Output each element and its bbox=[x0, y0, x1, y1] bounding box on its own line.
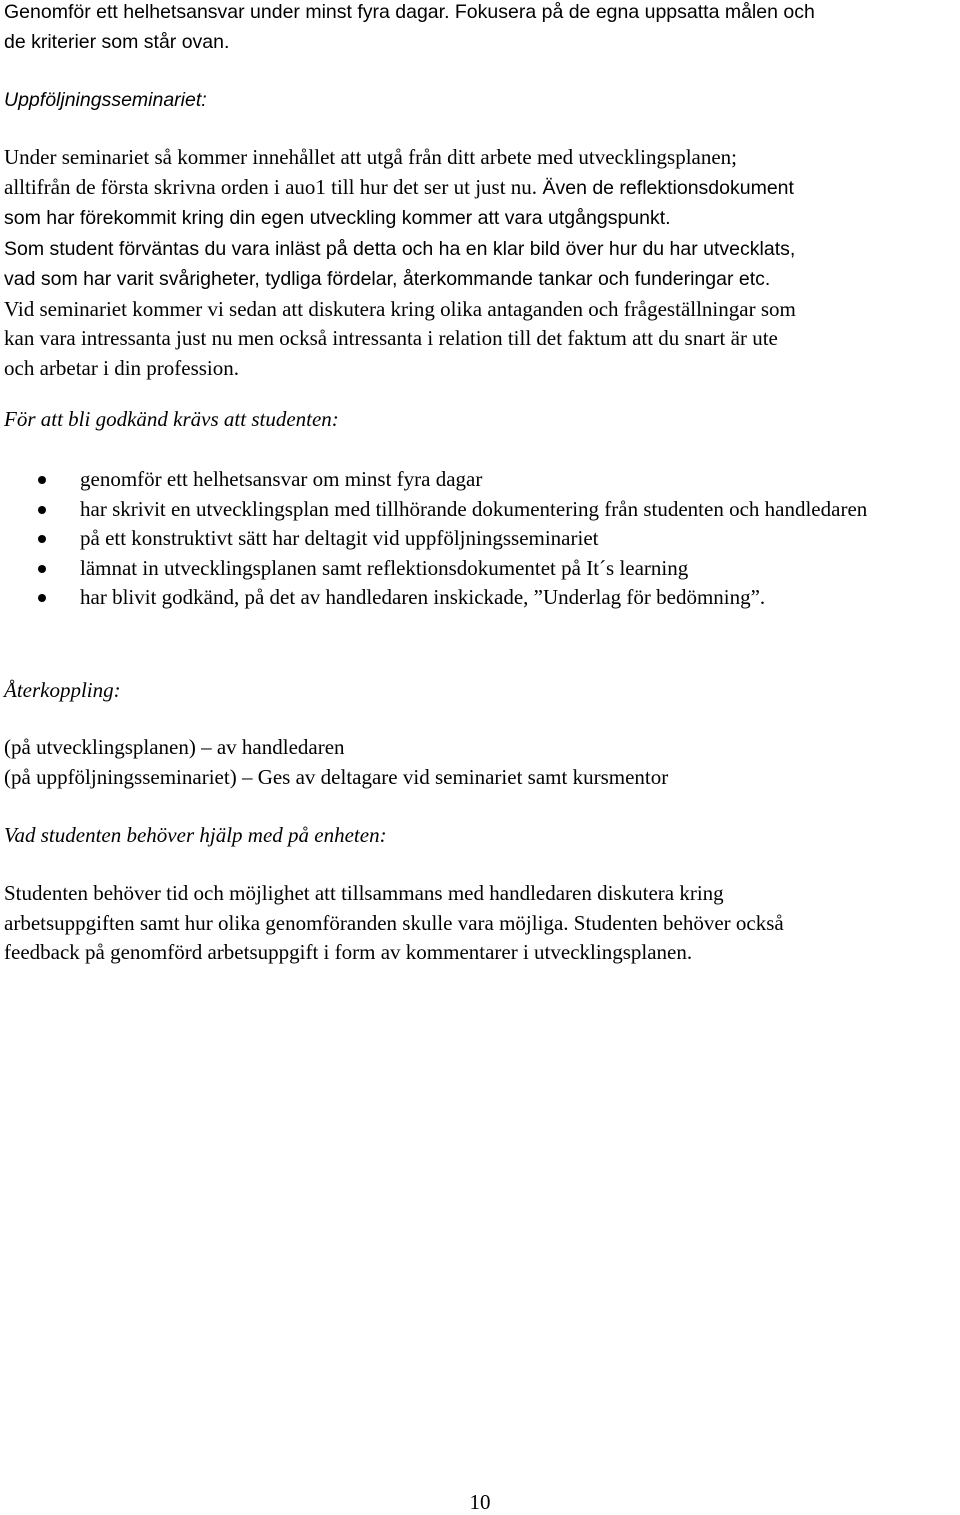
list-item-text: på ett konstruktivt sätt har deltagit vid uppföljningsseminariet bbox=[80, 526, 599, 550]
help-heading: Vad studenten behöver hjälp med på enheten: bbox=[4, 823, 387, 847]
bullet-icon bbox=[38, 506, 46, 514]
intro-line-2: de kriterier som står ovan. bbox=[4, 30, 230, 53]
approval-heading: För att bli godkänd krävs att studenten: bbox=[4, 407, 339, 431]
seminar-paragraph bbox=[4, 143, 960, 383]
seminar-line-6: Vid seminariet kommer vi sedan att diskutera kring olika antaganden och frågeställningar som bbox=[4, 296, 796, 321]
feedback-line-2: (på uppföljningsseminariet) – Ges av deltagare vid seminariet samt kursmentor bbox=[4, 764, 669, 789]
help-paragraph bbox=[4, 879, 960, 968]
intro-line-1: Genomför ett helhetsansvar under minst fyra dagar. Fokusera på de egna uppsatta målen och bbox=[4, 1, 815, 23]
page-number: 10 bbox=[469, 1490, 491, 1514]
help-line-2: arbetsuppgiften samt hur olika genomföranden skulle vara möjliga. Studenten behöver också bbox=[4, 910, 784, 935]
list-item bbox=[4, 465, 960, 495]
feedback-heading: Återkoppling: bbox=[4, 678, 121, 702]
bullet-icon bbox=[38, 594, 46, 602]
feedback-paragraph bbox=[4, 733, 668, 792]
bullet-icon bbox=[38, 535, 46, 543]
bullet-icon bbox=[38, 565, 46, 573]
seminar-line-7: kan vara intressanta just nu men också intressanta i relation till det faktum att du snart är ute bbox=[4, 326, 778, 350]
seminar-line-3: som har förekommit kring din egen utveckling kommer att vara utgångspunkt. bbox=[4, 207, 671, 229]
seminar-line-2: alltifrån de första skrivna orden i auo1 till hur det ser ut just nu. bbox=[4, 174, 538, 199]
list-item bbox=[4, 583, 960, 613]
approval-list bbox=[4, 465, 960, 613]
feedback-line-1: (på utvecklingsplanen) – av handledaren bbox=[4, 735, 345, 759]
help-line-3: feedback på genomförd arbetsuppgift i form av kommentarer i utvecklingsplanen. bbox=[4, 940, 693, 964]
list-item bbox=[4, 554, 960, 584]
bullet-icon bbox=[38, 476, 46, 484]
list-item-text: lämnat in utvecklingsplanen samt reflektionsdokumentet på It´s learning bbox=[80, 555, 689, 580]
seminar-line-2-sans: Även de reflektionsdokument bbox=[537, 176, 794, 199]
seminar-line-4: Som student förväntas du vara inläst på detta och ha en klar bild över hur du har utvecklats, bbox=[4, 237, 796, 260]
list-item bbox=[4, 495, 960, 525]
list-item-text: genomför ett helhetsansvar om minst fyra dagar bbox=[80, 467, 483, 491]
seminar-line-8: och arbetar i din profession. bbox=[4, 355, 240, 380]
seminar-line-5: vad som har varit svårigheter, tydliga fördelar, återkommande tankar och funderingar etc. bbox=[4, 268, 771, 290]
list-item-text: har blivit godkänd, på det av handledaren inskickade, ”Underlag för bedömning”. bbox=[80, 585, 766, 609]
list-item bbox=[4, 524, 960, 554]
list-item-text: har skrivit en utvecklingsplan med tillhörande dokumentering från studenten och handledaren bbox=[80, 496, 868, 521]
seminar-line-1: Under seminariet så kommer innehållet att utgå från ditt arbete med utvecklingsplanen; bbox=[4, 145, 738, 169]
intro-paragraph bbox=[4, 0, 815, 57]
help-line-1: Studenten behöver tid och möjlighet att tillsammans med handledaren diskutera kring bbox=[4, 881, 724, 905]
seminar-heading: Uppföljningsseminariet: bbox=[4, 89, 207, 111]
